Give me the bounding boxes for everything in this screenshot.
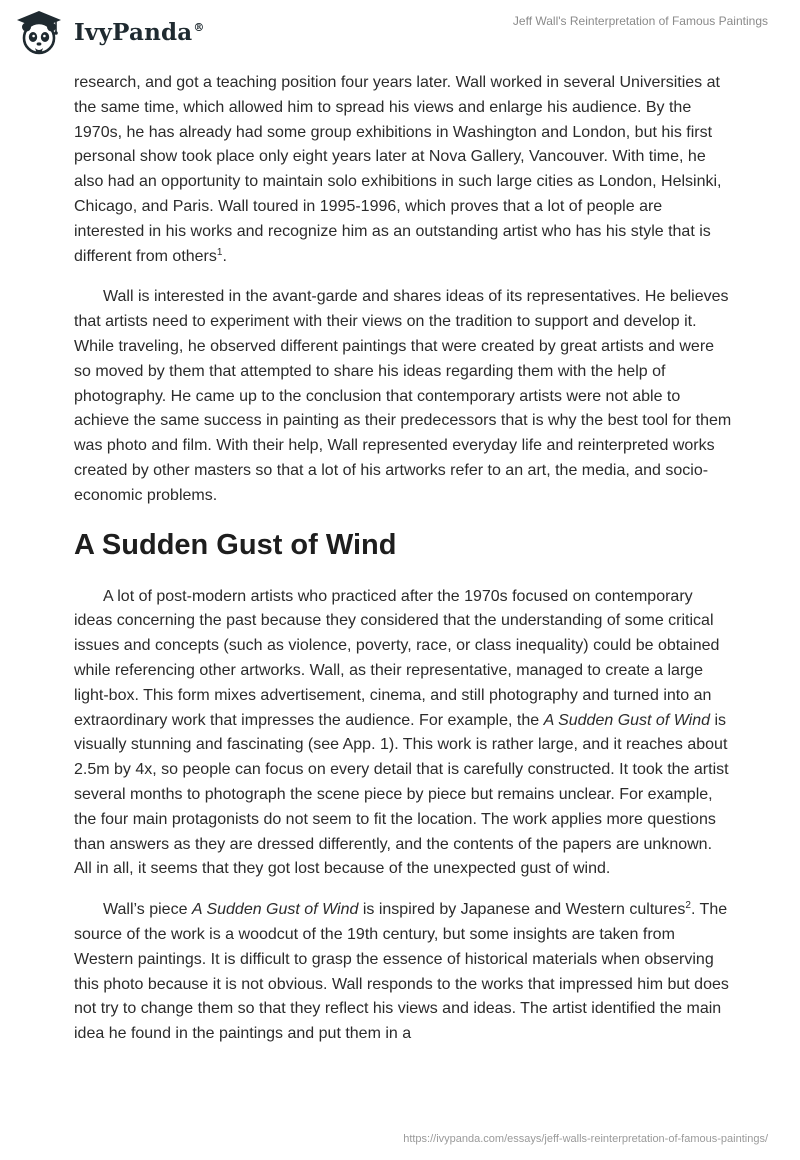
footnote-ref-1[interactable]: 1 [216, 246, 223, 258]
paragraph-1-end: . [222, 247, 227, 265]
artwork-title: A Sudden Gust of Wind [543, 711, 711, 729]
page-header [0, 0, 800, 70]
section-heading: A Sudden Gust of Wind [74, 528, 397, 561]
paragraph-2: Wall is interested in the avant-garde and shares ideas of its representatives. He believes that artists need to experiment with their views on the tradition to support and develop it. While traveling, he observed different paintings that were created by great artists and were so moved by them that attempted to share his ideas regarding them with the help of photography. He came up to the conclusion that contemporary artists were not able to achieve the same success in painting as their predecessors that is why the best tool for them was photo and film. With their help, Wall represented everyday life and reinterpreted works created by other masters so that a lot of his artworks refer to an art, the media, and socio-economic problems. [74, 288, 732, 504]
brand-name [74, 19, 205, 46]
paragraph-4 [74, 898, 732, 1047]
footnote-ref-2[interactable]: 2 [685, 900, 691, 912]
paragraph-3 [74, 585, 732, 883]
essay-content [74, 71, 732, 1063]
document-title: Jeff Wall's Reinterpretation of Famous Paintings [512, 14, 768, 28]
paragraph-4-text-after: . The source of the work is a woodcut of the 19th century, but some insights are taken from Western paintings. It is difficult to grasp the essence of historical materials when observing this photo because it is not obvious. Wall responds to the works that impressed him but does not try to change them so that they reflect his views and ideas. The artist identified the main idea he found in the paintings and put them in a [74, 901, 729, 1043]
source-url[interactable]: https://ivypanda.com/essays/jeff-walls-reinterpretation-of-famous-paintings/ [403, 1133, 768, 1145]
paragraph-4-text-mid: is inspired by Japanese and Western cultures [358, 901, 686, 919]
artwork-title: A Sudden Gust of Wind [191, 901, 359, 919]
paragraph-3-text-before: A lot of post-modern artists who practiced after the 1970s focused on contemporary ideas concerning the past because they considered that the understanding of some critical issues and concepts (such as violence, poverty, race, or class inequality) could be obtained while referencing other artworks. Wall, as their representative, managed to create a large light-box. This form mixes advertisement, cinema, and still photography and turned into an extraordinary work that impresses the audience. For example, the [74, 587, 720, 729]
paragraph-4-text-before: Wall’s piece [103, 901, 192, 919]
panda-graduate-icon [14, 8, 64, 56]
brand-name-text: IvyPanda [74, 18, 193, 46]
paragraph-1-text: research, and got a teaching position four years later. Wall worked in several Universities at the same time, which allowed him to spread his views and enlarge his audience. By the 1970s, he has already had some group exhibitions in Washington and London, but his first personal show took place only eight years later at Nova Gallery, Vancouver. With time, he also had an opportunity to maintain solo exhibitions in such large cities as London, Helsinki, Chicago, and Paris. Wall toured in 1995-1996, which proves that a lot of people are interested in his works and recognize him as an outstanding artist who has his style that is different from others [74, 74, 722, 265]
paragraph-1 [74, 71, 732, 269]
registered-mark: ® [193, 20, 205, 34]
ivypanda-logo[interactable] [14, 8, 205, 56]
paragraph-3-text-after: is visually stunning and fascinating (see App. 1). This work is rather large, and it reaches about 2.5m by 4x, so people can focus on every detail that is carefully constructed. It took the artist several months to photograph the scene piece by piece but remains unclear. For example, the four main protagonists do not seem to fit the location. The work applies more questions than answers as they are dressed differently, and the contents of the papers are unknown. All in all, it seems that they got lost because of the unexpected gust of wind. [74, 711, 729, 878]
